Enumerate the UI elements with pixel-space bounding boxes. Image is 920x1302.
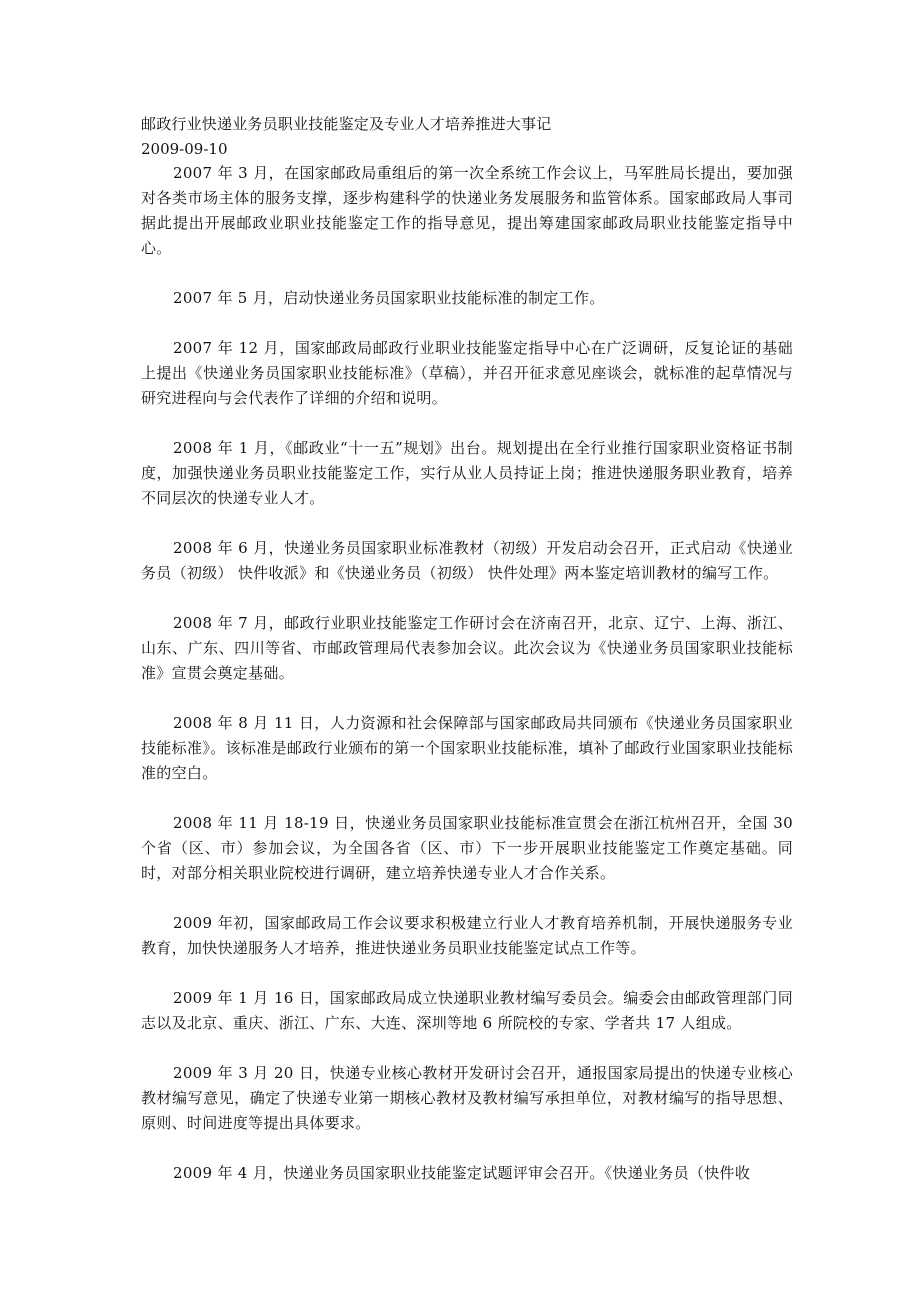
paragraph: 2009 年 1 月 16 日，国家邮政局成立快递职业教材编写委员会。编委会由邮政管理部门同志以及北京、重庆、浙江、广东、大连、深圳等地 6 所院校的专家、学者共 17 人组成。 (141, 989, 793, 1032)
paragraph: 2008 年 11 月 18-19 日，快递业务员国家职业技能标准宣贯会在浙江杭州召开，全国 30个省（区、市）参加会议，为全国各省（区、市）下一步开展职业技能鉴定工作奠定基础。同时，对部分相关职业院校进行调研，建立培养快递专业人才合作关系。 (141, 814, 793, 882)
paragraph: 2009 年 4 月，快递业务员国家职业技能鉴定试题评审会召开。《快递业务员（快件收 (173, 1164, 751, 1182)
paragraph: 2007 年 5 月，启动快递业务员国家职业技能标准的制定工作。 (173, 289, 605, 307)
paragraph: 2009 年初，国家邮政局工作会议要求积极建立行业人才教育培养机制，开展快递服务专业教育，加快快递服务人才培养，推进快递业务员职业技能鉴定试点工作等。 (141, 914, 793, 957)
document-page (141, 112, 793, 1211)
paragraph: 2009 年 3 月 20 日，快递专业核心教材开发研讨会召开，通报国家局提出的快递专业核心教材编写意见，确定了快递专业第一期核心教材及教材编写承担单位，对教材编写的指导思想、原则、时间进度等提出具体要求。 (141, 1064, 793, 1132)
paragraph: 2008 年 7 月，邮政行业职业技能鉴定工作研讨会在济南召开，北京、辽宁、上海、浙江、山东、广东、四川等省、市邮政管理局代表参加会议。此次会议为《快递业务员国家职业技能标准》宣贯会奠定基础。 (141, 614, 793, 682)
paragraph: 2007 年 3 月，在国家邮政局重组后的第一次全系统工作会议上，马军胜局长提出，要加强对各类市场主体的服务支撑，逐步构建科学的快递业务发展服务和监管体系。国家邮政局人事司据此提出开展邮政业职业技能鉴定工作的指导意见，提出筹建国家邮政局职业技能鉴定指导中心。 (141, 164, 793, 257)
paragraph: 2007 年 12 月，国家邮政局邮政行业职业技能鉴定指导中心在广泛调研，反复论证的基础上提出《快递业务员国家职业技能标准》（草稿），并召开征求意见座谈会，就标准的起草情况与研究进程向与会代表作了详细的介绍和说明。 (141, 339, 793, 407)
paragraph: 2008 年 6 月，快递业务员国家职业标准教材（初级）开发启动会召开，正式启动《快递业务员（初级） 快件收派》和《快递业务员（初级） 快件处理》两本鉴定培训教材的编写工作。 (141, 539, 793, 582)
document-date: 2009-09-10 (141, 140, 228, 158)
paragraph: 2008 年 1 月，《邮政业“十一五”规划》出台。规划提出在全行业推行国家职业资格证书制度，加强快递业务员职业技能鉴定工作，实行从业人员持证上岗；推进快递服务职业教育，培养不同层次的快递专业人才。 (141, 439, 793, 507)
paragraph: 2008 年 8 月 11 日，人力资源和社会保障部与国家邮政局共同颁布《快递业务员国家职业技能标准》。该标准是邮政行业颁布的第一个国家职业技能标准，填补了邮政行业国家职业技能标准的空白。 (141, 714, 793, 782)
document-title: 邮政行业快递业务员职业技能鉴定及专业人才培养推进大事记 (141, 115, 552, 133)
